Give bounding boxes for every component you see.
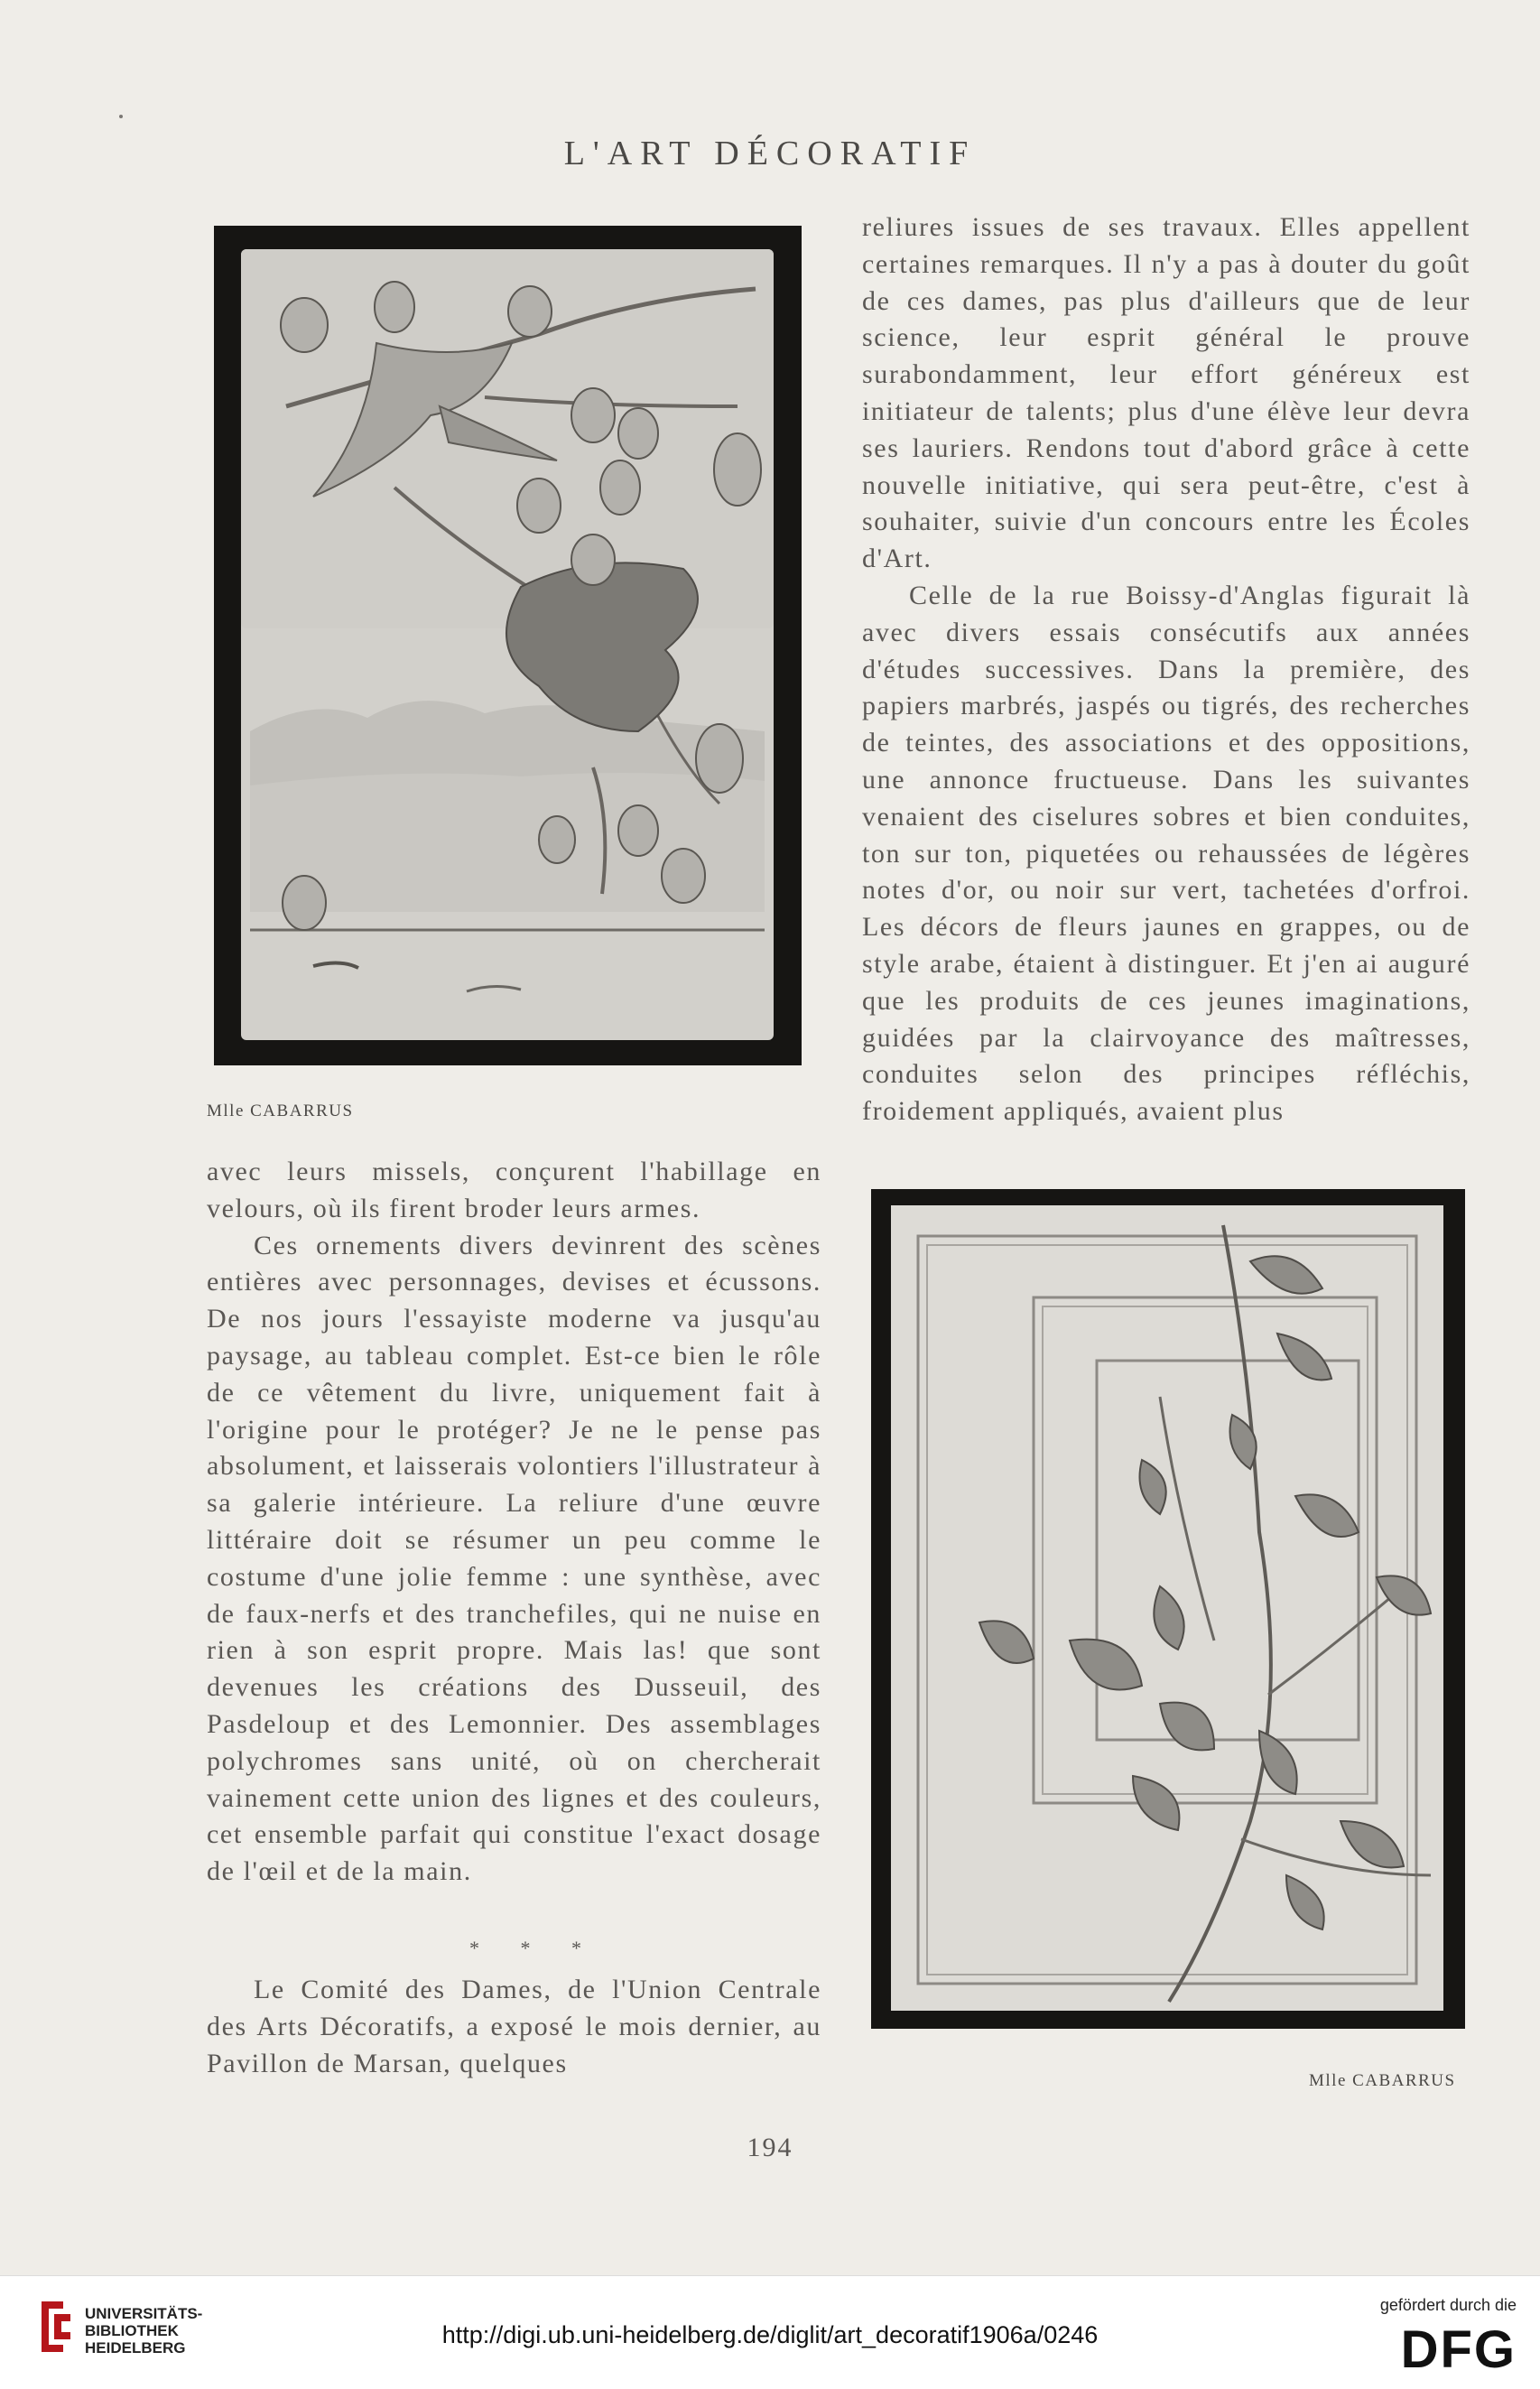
paragraph: Ces ornements divers devinrent des scènes entières avec personnages, devises et écussons. De nos jours l'essayiste moderne va jusqu'au paysage, au tableau complet. Est-ce bien le rôle de ce vêtement du livre, uniquement fait à l'origine pour le protéger? Je ne le pense pas absolument, et laisserais volontiers l'illustrateur à sa galerie intérieure. La reliure d'une œuvre littéraire doit se résumer un peu comme le costume d'une jolie femme : une synthèse, avec de faux-nerfs et des tranchefiles, qui ne nuise en rien à son esprit propre. Mais las! que sont devenues les créations des Dusseuil, des Pasdeloup et des Lemonnier. Des assemblages polychromes sans unité, où on chercherait vainement cette union des lignes et des couleurs, cet ensemble parfait qui constitue l'exact dosage de l'œil et de la main. xyxy=(207,1230,821,1887)
ink-spot xyxy=(119,115,123,118)
text-column-left-bottom xyxy=(207,1154,821,1891)
library-name-line: HEIDELBERG xyxy=(85,2339,186,2356)
caption-left-plate: Mlle CABARRUS xyxy=(207,1102,354,1120)
library-name-line: UNIVERSITÄTS- xyxy=(85,2305,203,2322)
page-number: 194 xyxy=(747,2133,793,2162)
funding-label: gefördert durch die xyxy=(1379,2296,1517,2314)
plate-right-bookbinding xyxy=(871,1189,1465,2029)
paragraph: reliures issues de ses travaux. Elles appellent certaines remarques. Il n'y a pas à douter du goût de ces dames, pas plus d'ailleurs que de leur science, leur esprit général le prouve surabondamment, leur effort généreux est initiateur de talents; plus d'une élève leur devra ses lauriers. Rendons tout d'abord grâce à cette nouvelle initiative, qui sera peut-être, c'est à souhaiter, suivie d'un concours entre les Écoles d'Art. xyxy=(862,212,1470,574)
permalink-url[interactable]: http://digi.ub.uni-heidelberg.de/diglit/art_decoratif1906a/0246 xyxy=(441,2321,1099,2348)
digitization-footer xyxy=(0,2275,1540,2389)
bookbinding-illustration-bird xyxy=(214,226,802,1065)
paragraph: Celle de la rue Boissy-d'Anglas figurait là avec divers essais consécutifs aux années d'études successives. Dans la première, des papiers marbrés, jaspés ou tigrés, des recherches de teintes, des associations et des oppositions, une annonce fructueuse. Dans les suivantes venaient des ciselures sobres et bien conduites, ton sur ton, piquetées ou rehaussées de légères notes d'or, ou noir sur vert, tachetées d'orfroi. Les décors de fleurs jaunes en grappes, ou de style arabe, étaient à distinguer. Et j'en ai auguré que les produits de ces jeunes imaginations, guidées par la clairvoyance des maîtresses, conduites selon des principes réfléchis, froidement appliqués, avaient plus xyxy=(862,580,1470,1127)
text-column-left-final xyxy=(207,1972,821,2082)
paragraph: avec leurs missels, conçurent l'habillage en velours, où ils firent broder leurs armes. xyxy=(207,1157,821,1223)
library-name-line: BIBLIOTHEK xyxy=(85,2322,179,2339)
dfg-logo: DFG xyxy=(1400,2320,1517,2379)
caption-right-plate: Mlle CABARRUS xyxy=(1309,2071,1456,2090)
bookbinding-illustration-branch xyxy=(871,1189,1465,2029)
plate-left-bookbinding xyxy=(214,226,802,1065)
paragraph: Le Comité des Dames, de l'Union Centrale des Arts Décoratifs, a exposé le mois dernier, au Pavillon de Marsan, quelques xyxy=(207,1975,821,2078)
section-separator: * * * xyxy=(469,1937,599,1959)
running-title: L'ART DÉCORATIF xyxy=(563,135,977,172)
text-column-right-top xyxy=(862,209,1470,1130)
